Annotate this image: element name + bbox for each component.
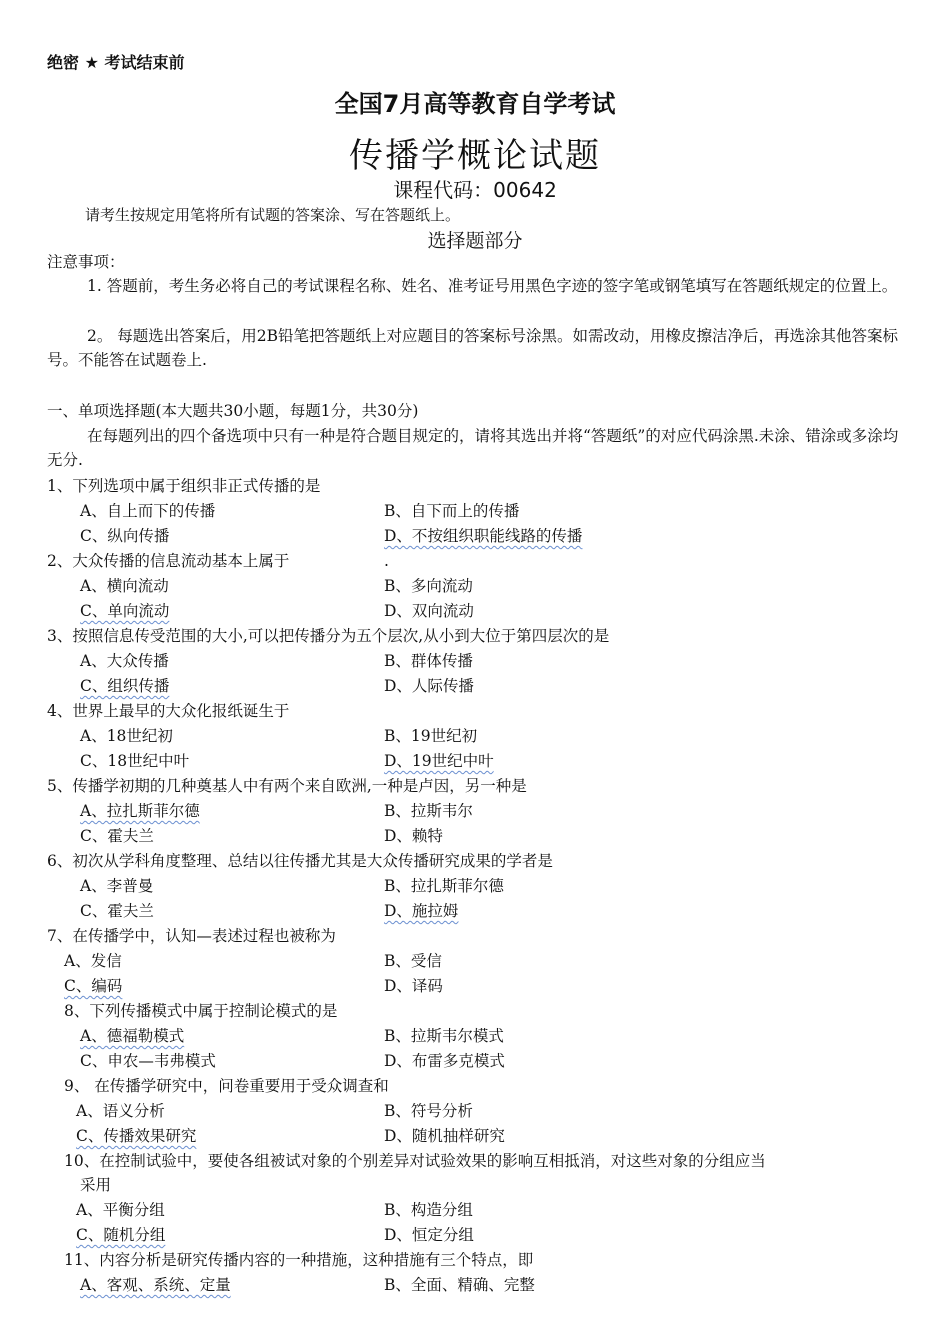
part1-description: 在每题列出的四个备选项中只有一种是符合题目规定的，请将其选出并将“答题纸”的对应代码涂黑.未涂、错涂或多涂均无分. bbox=[47, 427, 899, 469]
option-a: A、客观、系统、定量 bbox=[80, 1276, 231, 1294]
option-c: C、霍夫兰 bbox=[80, 827, 154, 845]
question-stem: 6、初次从学科角度整理、总结以往传播尤其是大众传播研究成果的学者是 bbox=[47, 852, 553, 870]
question-stem: 11、内容分析是研究传播内容的一种措施，这种措施有三个特点，即 bbox=[64, 1251, 534, 1269]
option-d: D、恒定分组 bbox=[384, 1226, 474, 1244]
option-a: A、发信 bbox=[64, 952, 122, 970]
question-stem-line2: 采用 bbox=[80, 1176, 112, 1194]
option-b: B、构造分组 bbox=[384, 1201, 473, 1219]
option-a: A、语义分析 bbox=[76, 1102, 165, 1120]
option-d: D、19世纪中叶 bbox=[384, 752, 494, 770]
question-stem: 5、传播学初期的几种奠基人中有两个来自欧洲,一种是卢因，另一种是 bbox=[47, 777, 527, 795]
option-d: D、布雷多克模式 bbox=[384, 1052, 505, 1070]
course-code: 课程代码：00642 bbox=[393, 178, 557, 202]
option-d: D、双向流动 bbox=[384, 602, 474, 620]
question-stem: 4、世界上最早的大众化报纸诞生于 bbox=[47, 702, 290, 720]
option-b: B、受信 bbox=[384, 952, 442, 970]
note-item-2: 2。 每题选出答案后，用2B铅笔把答题纸上对应题目的答案标号涂黑。如需改动，用橡皮擦洁净后，再选涂其他答案标号。不能答在试题卷上. bbox=[47, 327, 899, 369]
part1-heading: 一、单项选择题(本大题共30小题，每题1分，共30分) bbox=[47, 402, 419, 420]
option-b: B、群体传播 bbox=[384, 652, 473, 670]
option-d: D、施拉姆 bbox=[384, 902, 459, 920]
question-stem: 10、在控制试验中，要使各组被试对象的个别差异对试验效果的影响互相抵消，对这些对象的分组应当 bbox=[64, 1152, 766, 1170]
section-title: 选择题部分 bbox=[427, 230, 523, 252]
option-a: A、平衡分组 bbox=[76, 1201, 165, 1219]
question-stem: 9、 在传播学研究中，问卷重要用于受众调查和 bbox=[64, 1077, 389, 1095]
option-b: B、自下而上的传播 bbox=[384, 502, 520, 520]
option-c: C、编码 bbox=[64, 977, 123, 995]
question-stem-tail: . bbox=[384, 552, 389, 570]
option-d: D、译码 bbox=[384, 977, 443, 995]
confidential-label: 绝密 ★ 考试结束前 bbox=[47, 53, 185, 72]
option-a: A、拉扎斯菲尔德 bbox=[80, 802, 200, 820]
option-c: C、随机分组 bbox=[76, 1226, 166, 1244]
option-b: B、全面、精确、完整 bbox=[384, 1276, 535, 1294]
note-item-1: 1. 答题前，考生务必将自己的考试课程名称、姓名、准考证号用黑色字迹的签字笔或钢笔填写在答题纸规定的位置上。 bbox=[87, 277, 898, 295]
answer-instruction: 请考生按规定用笔将所有试题的答案涂、写在答题纸上。 bbox=[85, 206, 461, 224]
exam-title: 全国7月高等教育自学考试 bbox=[334, 90, 616, 118]
option-a: A、自上而下的传播 bbox=[80, 502, 216, 520]
option-a: A、大众传播 bbox=[80, 652, 169, 670]
option-d: D、随机抽样研究 bbox=[384, 1127, 505, 1145]
question-stem: 1、下列选项中属于组织非正式传播的是 bbox=[47, 477, 321, 495]
option-c: C、申农—韦弗模式 bbox=[80, 1052, 216, 1070]
option-c: C、组织传播 bbox=[80, 677, 170, 695]
option-c: C、霍夫兰 bbox=[80, 902, 154, 920]
option-a: A、18世纪初 bbox=[80, 727, 173, 745]
option-b: B、19世纪初 bbox=[384, 727, 478, 745]
option-d: D、不按组织职能线路的传播 bbox=[384, 527, 583, 545]
option-c: C、18世纪中叶 bbox=[80, 752, 190, 770]
question-stem: 8、下列传播模式中属于控制论模式的是 bbox=[64, 1002, 338, 1020]
option-b: B、多向流动 bbox=[384, 577, 473, 595]
option-c: C、单向流动 bbox=[80, 602, 170, 620]
paper-title: 传播学概论试题 bbox=[349, 136, 601, 176]
option-a: A、横向流动 bbox=[80, 577, 169, 595]
option-b: B、拉扎斯菲尔德 bbox=[384, 877, 504, 895]
notes-title: 注意事项： bbox=[47, 253, 125, 271]
option-c: C、传播效果研究 bbox=[76, 1127, 197, 1145]
option-a: A、李普曼 bbox=[80, 877, 154, 895]
option-a: A、德福勒模式 bbox=[80, 1027, 185, 1045]
option-d: D、人际传播 bbox=[384, 677, 474, 695]
option-d: D、赖特 bbox=[384, 827, 443, 845]
option-b: B、符号分析 bbox=[384, 1102, 473, 1120]
question-stem: 3、按照信息传受范围的大小,可以把传播分为五个层次,从小到大位于第四层次的是 bbox=[47, 627, 610, 645]
option-b: B、拉斯韦尔模式 bbox=[384, 1027, 504, 1045]
option-b: B、拉斯韦尔 bbox=[384, 802, 473, 820]
question-stem: 7、在传播学中，认知—表述过程也被称为 bbox=[47, 927, 336, 945]
option-c: C、纵向传播 bbox=[80, 527, 170, 545]
question-stem: 2、大众传播的信息流动基本上属于 bbox=[47, 552, 290, 570]
